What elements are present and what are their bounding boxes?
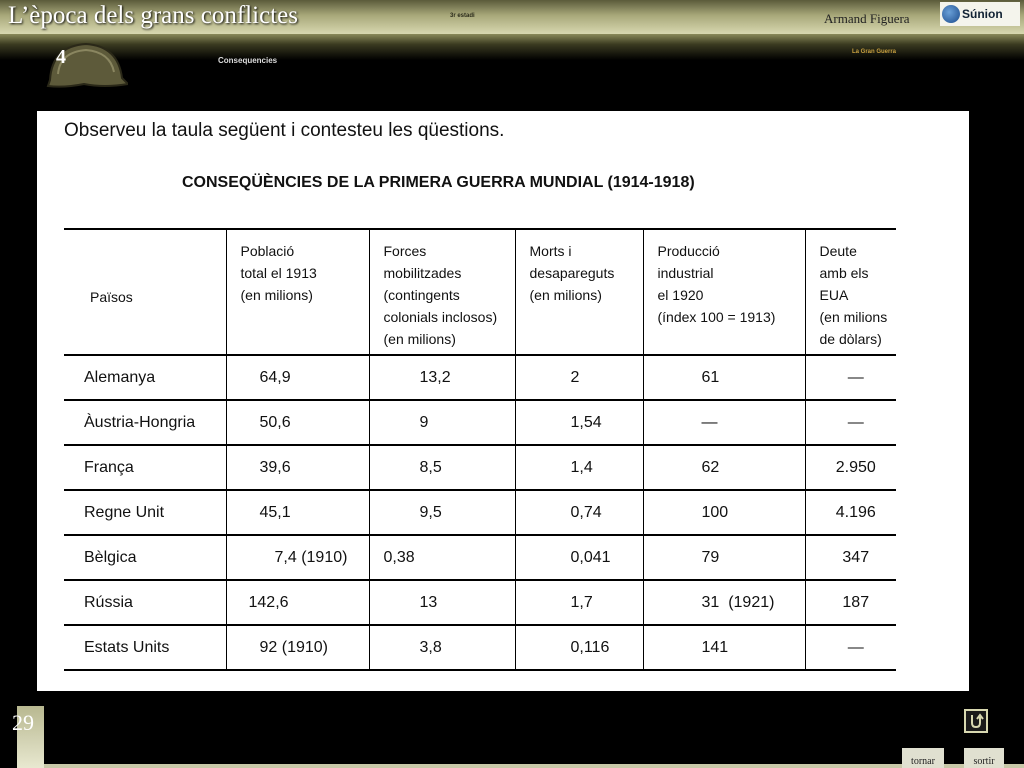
instruction-text: Observeu la taula següent i contesteu les qüestions. [64, 120, 505, 141]
table-cell: — [805, 625, 896, 670]
tornar-button[interactable]: tornar [902, 748, 944, 768]
table-cell: 39,6 [226, 445, 369, 490]
return-icon[interactable] [964, 709, 988, 733]
header-small-text: 3r estadi [450, 13, 475, 19]
table-cell: — [643, 400, 805, 445]
country-cell: Regne Unit [64, 490, 226, 535]
u-turn-icon [968, 713, 984, 729]
table-cell: 187 [805, 580, 896, 625]
table-row [64, 625, 896, 670]
header-stripe [0, 34, 1024, 60]
table-cell: 1,54 [515, 400, 643, 445]
table-row [64, 400, 896, 445]
table-cell: — [805, 400, 896, 445]
sortir-button[interactable]: sortir [964, 748, 1004, 768]
table-cell: 9 [369, 400, 515, 445]
column-header: Deute amb els EUA (en milions de dòlars) [805, 229, 896, 355]
table-cell: 1,7 [515, 580, 643, 625]
table-cell: 7,4 (1910) [226, 535, 369, 580]
table-row [64, 355, 896, 400]
table-cell: — [805, 355, 896, 400]
slide-number: 29 [12, 710, 34, 735]
table-cell: 62 [643, 445, 805, 490]
app-title: L’època dels grans conflictes [8, 2, 298, 29]
table-cell: 92 (1910) [226, 625, 369, 670]
chapter-number: 4 [56, 46, 66, 68]
footer-line [44, 764, 1024, 768]
table-cell: 50,6 [226, 400, 369, 445]
logo-mark-icon [942, 5, 960, 23]
sunion-logo [940, 2, 1020, 26]
table-cell: 142,6 [226, 580, 369, 625]
table-cell: 79 [643, 535, 805, 580]
consequences-table [64, 228, 896, 671]
table-cell: 13,2 [369, 355, 515, 400]
country-cell: Alemanya [64, 355, 226, 400]
table-cell: 45,1 [226, 490, 369, 535]
column-header: Població total el 1913 (en milions) [226, 229, 369, 355]
country-cell: Estats Units [64, 625, 226, 670]
table-cell: 3,8 [369, 625, 515, 670]
table-cell: 4.196 [805, 490, 896, 535]
column-header: Països [64, 229, 226, 355]
column-header: Producció industrial el 1920 (índex 100 = 1913) [643, 229, 805, 355]
table-cell: 8,5 [369, 445, 515, 490]
country-cell: França [64, 445, 226, 490]
table-cell: 100 [643, 490, 805, 535]
table-title: CONSEQÜÈNCIES DE LA PRIMERA GUERRA MUNDIAL (1914-1918) [182, 174, 695, 191]
table-cell: 0,74 [515, 490, 643, 535]
table-cell: 347 [805, 535, 896, 580]
section-label: La Gran Guerra [852, 49, 897, 55]
table-cell: 31 (1921) [643, 580, 805, 625]
country-cell: Àustria-Hongria [64, 400, 226, 445]
column-header: Forces mobilitzades (contingents colonials inclosos) (en milions) [369, 229, 515, 355]
table-cell: 0,116 [515, 625, 643, 670]
country-cell: Bèlgica [64, 535, 226, 580]
table-cell: 2 [515, 355, 643, 400]
author-name: Armand Figuera [824, 11, 910, 26]
table-cell: 0,38 [369, 535, 515, 580]
table-cell: 2.950 [805, 445, 896, 490]
table-cell: 141 [643, 625, 805, 670]
table-cell: 9,5 [369, 490, 515, 535]
logo-text: Súnion [962, 7, 1003, 21]
table-row [64, 490, 896, 535]
content-panel [37, 111, 969, 691]
table-row [64, 535, 896, 580]
column-header: Morts i desapareguts (en milions) [515, 229, 643, 355]
table-cell: 13 [369, 580, 515, 625]
table-row [64, 580, 896, 625]
table-header-row [64, 229, 896, 355]
chapter-subtitle: Consequencies [218, 56, 278, 65]
table-cell: 64,9 [226, 355, 369, 400]
table-cell: 1,4 [515, 445, 643, 490]
table-row [64, 445, 896, 490]
table-cell: 61 [643, 355, 805, 400]
table-cell: 0,041 [515, 535, 643, 580]
country-cell: Rússia [64, 580, 226, 625]
